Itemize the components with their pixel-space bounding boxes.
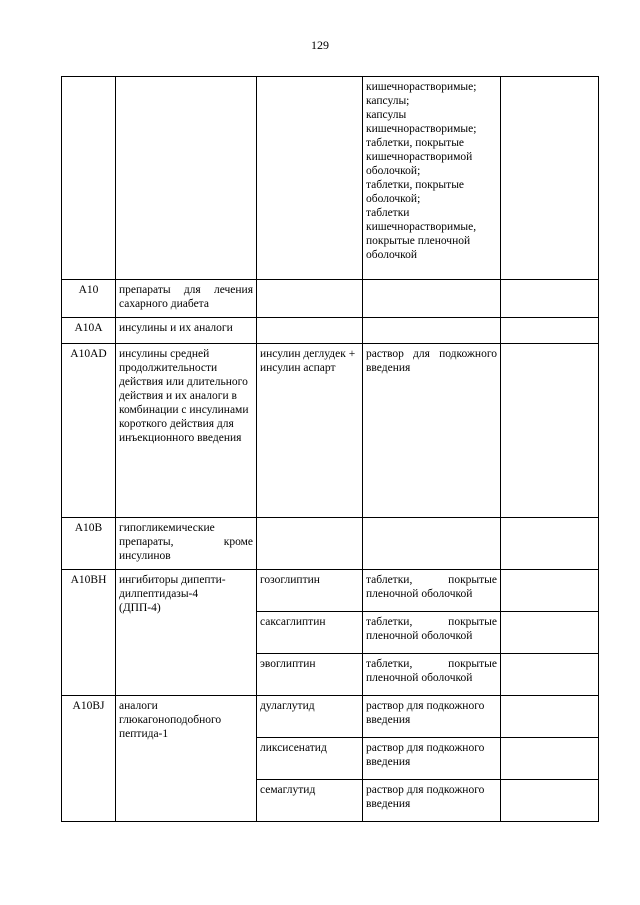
form-cell: раствор для подкожного введения	[363, 780, 501, 822]
note-cell	[501, 318, 599, 344]
form-cell: таблетки, покрытые пленочной оболочкой	[363, 570, 501, 612]
form-cell: раствор для подкожного введения	[363, 696, 501, 738]
substance-cell: эвоглиптин	[257, 654, 363, 696]
page-number: 129	[311, 38, 329, 52]
form-cell: раствор для подкожного введения	[363, 344, 501, 518]
substance-cell	[257, 77, 363, 280]
substance-cell: дулаглутид	[257, 696, 363, 738]
form-cell	[363, 518, 501, 570]
note-cell	[501, 654, 599, 696]
table-row	[62, 344, 599, 518]
table-row	[62, 570, 599, 612]
note-cell	[501, 280, 599, 318]
group-cell: инсулины средней продолжительности действия или длительного действия и их аналоги в комбинации с инсулинами короткого действия для инъекционного введения	[116, 344, 257, 518]
substance-cell: инсулин деглудек + инсулин аспарт	[257, 344, 363, 518]
table-row	[62, 696, 599, 738]
table-row	[62, 77, 599, 280]
code-cell: A10B	[62, 518, 116, 570]
code-cell: A10	[62, 280, 116, 318]
group-cell: инсулины и их аналоги	[116, 318, 257, 344]
note-cell	[501, 738, 599, 780]
substance-cell	[257, 318, 363, 344]
group-cell	[116, 77, 257, 280]
note-cell	[501, 780, 599, 822]
form-cell: раствор для подкожного введения	[363, 738, 501, 780]
code-cell: A10BJ	[62, 696, 116, 822]
code-cell: A10BH	[62, 570, 116, 696]
code-cell: A10A	[62, 318, 116, 344]
code-cell: A10AD	[62, 344, 116, 518]
note-cell	[501, 518, 599, 570]
substance-cell	[257, 280, 363, 318]
substance-cell: саксаглиптин	[257, 612, 363, 654]
note-cell	[501, 344, 599, 518]
substance-cell: гозоглиптин	[257, 570, 363, 612]
table-row	[62, 318, 599, 344]
note-cell	[501, 77, 599, 280]
form-cell: таблетки, покрытые пленочной оболочкой	[363, 612, 501, 654]
code-cell	[62, 77, 116, 280]
note-cell	[501, 570, 599, 612]
form-cell	[363, 318, 501, 344]
form-cell: таблетки, покрытые пленочной оболочкой	[363, 654, 501, 696]
table-row	[62, 518, 599, 570]
substance-cell: ликсисенатид	[257, 738, 363, 780]
substance-cell	[257, 518, 363, 570]
form-cell: кишечнорастворимые; капсулы; капсулы кишечнорастворимые; таблетки, покрытые кишечнорастворимой оболочкой; таблетки, покрытые оболочкой; таблетки кишечнорастворимые, покрытые пленочной оболочкой	[363, 77, 501, 280]
group-cell: аналоги глюкагоноподобного пептида-1	[116, 696, 257, 822]
table-row	[62, 280, 599, 318]
group-cell: гипогликемические препараты, кроме инсулинов	[116, 518, 257, 570]
note-cell	[501, 612, 599, 654]
drug-table	[61, 76, 599, 822]
note-cell	[501, 696, 599, 738]
group-cell: препараты для лечения сахарного диабета	[116, 280, 257, 318]
form-cell	[363, 280, 501, 318]
group-cell: ингибиторы дипепти- дилпептидазы-4 (ДПП-4)	[116, 570, 257, 696]
substance-cell: семаглутид	[257, 780, 363, 822]
